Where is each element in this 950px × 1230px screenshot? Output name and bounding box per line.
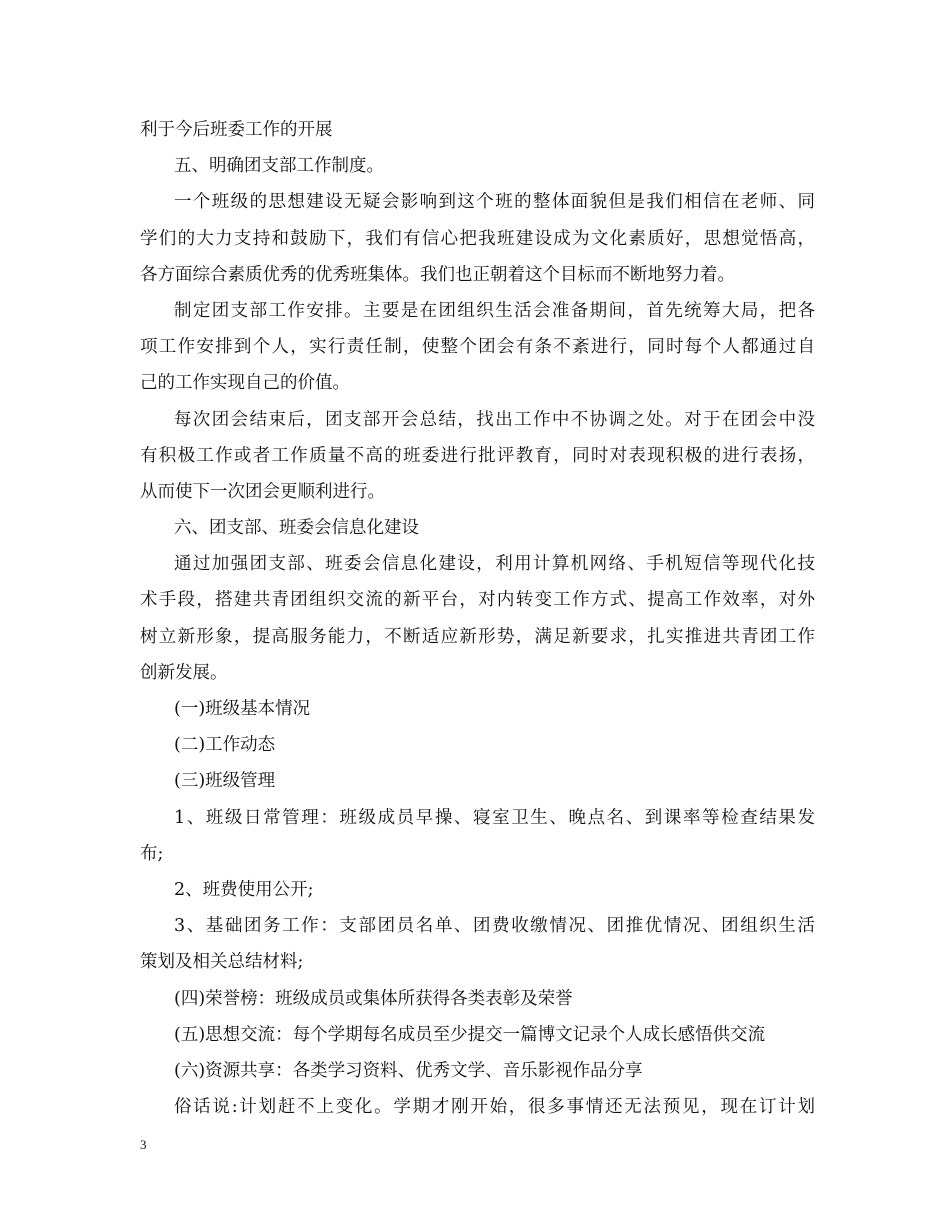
text-line-4: 学们的大力支持和鼓励下，我们有信心把我班建设成为文化素质好，思想觉悟高， (140, 228, 815, 249)
text-line-7: 项工作安排到个人，实行责任制，使整个团会有条不紊进行，同时每个人都通过自 (140, 337, 815, 358)
text-line-6: 制定团支部工作安排。主要是在团组织生活会准备期间，首先统筹大局，把各 (174, 300, 815, 321)
list-item-2: (二)工作动态 (174, 735, 276, 756)
text-line-1: 利于今后班委工作的开展 (140, 120, 333, 140)
text-line-24: 策划及相关总结材料; (140, 952, 304, 973)
list-item-5: (五)思想交流：每个学期每名成员至少提交一篇博文记录个人成长感悟供交流 (174, 1024, 766, 1045)
text-line-21: 布; (140, 843, 164, 864)
text-line-3: 一个班级的思想建设无疑会影响到这个班的整体面貌但是我们相信在老师、同 (174, 192, 815, 213)
list-item-3: (三)班级管理 (174, 771, 276, 792)
list-item-4: (四)荣誉榜：班级成员或集体所获得各类表彰及荣誉 (174, 988, 573, 1009)
list-item-6: (六)资源共享：各类学习资料、优秀文学、音乐影视作品分享 (174, 1060, 643, 1081)
text-line-22: 2、班费使用公开; (174, 879, 314, 900)
section-heading-5: 五、明确团支部工作制度。 (174, 156, 384, 177)
text-line-8: 己的工作实现自己的价值。 (140, 373, 350, 394)
text-line-28: 俗话说:计划赶不上变化。学期才刚开始，很多事情还无法预见，现在订计划 (174, 1097, 815, 1118)
text-line-9: 每次团会结束后，团支部开会总结，找出工作中不协调之处。对于在团会中没 (174, 409, 815, 430)
text-line-13: 通过加强团支部、班委会信息化建设，利用计算机网络、手机短信等现代化技 (174, 554, 815, 575)
text-line-10: 有积极工作或者工作质量不高的班委进行批评教育，同时对表现积极的进行表扬， (140, 445, 815, 466)
section-heading-6: 六、团支部、班委会信息化建设 (174, 518, 419, 539)
text-line-14: 术手段，搭建共青团组织交流的新平台，对内转变工作方式、提高工作效率，对外 (140, 590, 815, 611)
text-line-20: 1、班级日常管理：班级成员早操、寝室卫生、晚点名、到课率等检查结果发 (174, 807, 815, 828)
list-item-1: (一)班级基本情况 (174, 699, 311, 719)
page-number: 3 (140, 1137, 147, 1152)
text-line-11: 从而使下一次团会更顺利进行。 (140, 481, 385, 502)
text-line-16: 创新发展。 (140, 662, 228, 683)
document-body (140, 112, 815, 1125)
text-line-23: 3、基础团务工作：支部团员名单、团费收缴情况、团推优情况、团组织生活 (174, 916, 815, 937)
text-line-5: 各方面综合素质优秀的优秀班集体。我们也正朝着这个目标而不断地努力着。 (140, 264, 735, 285)
text-line-15: 树立新形象，提高服务能力，不断适应新形势，满足新要求，扎实推进共青团工作 (140, 626, 815, 647)
